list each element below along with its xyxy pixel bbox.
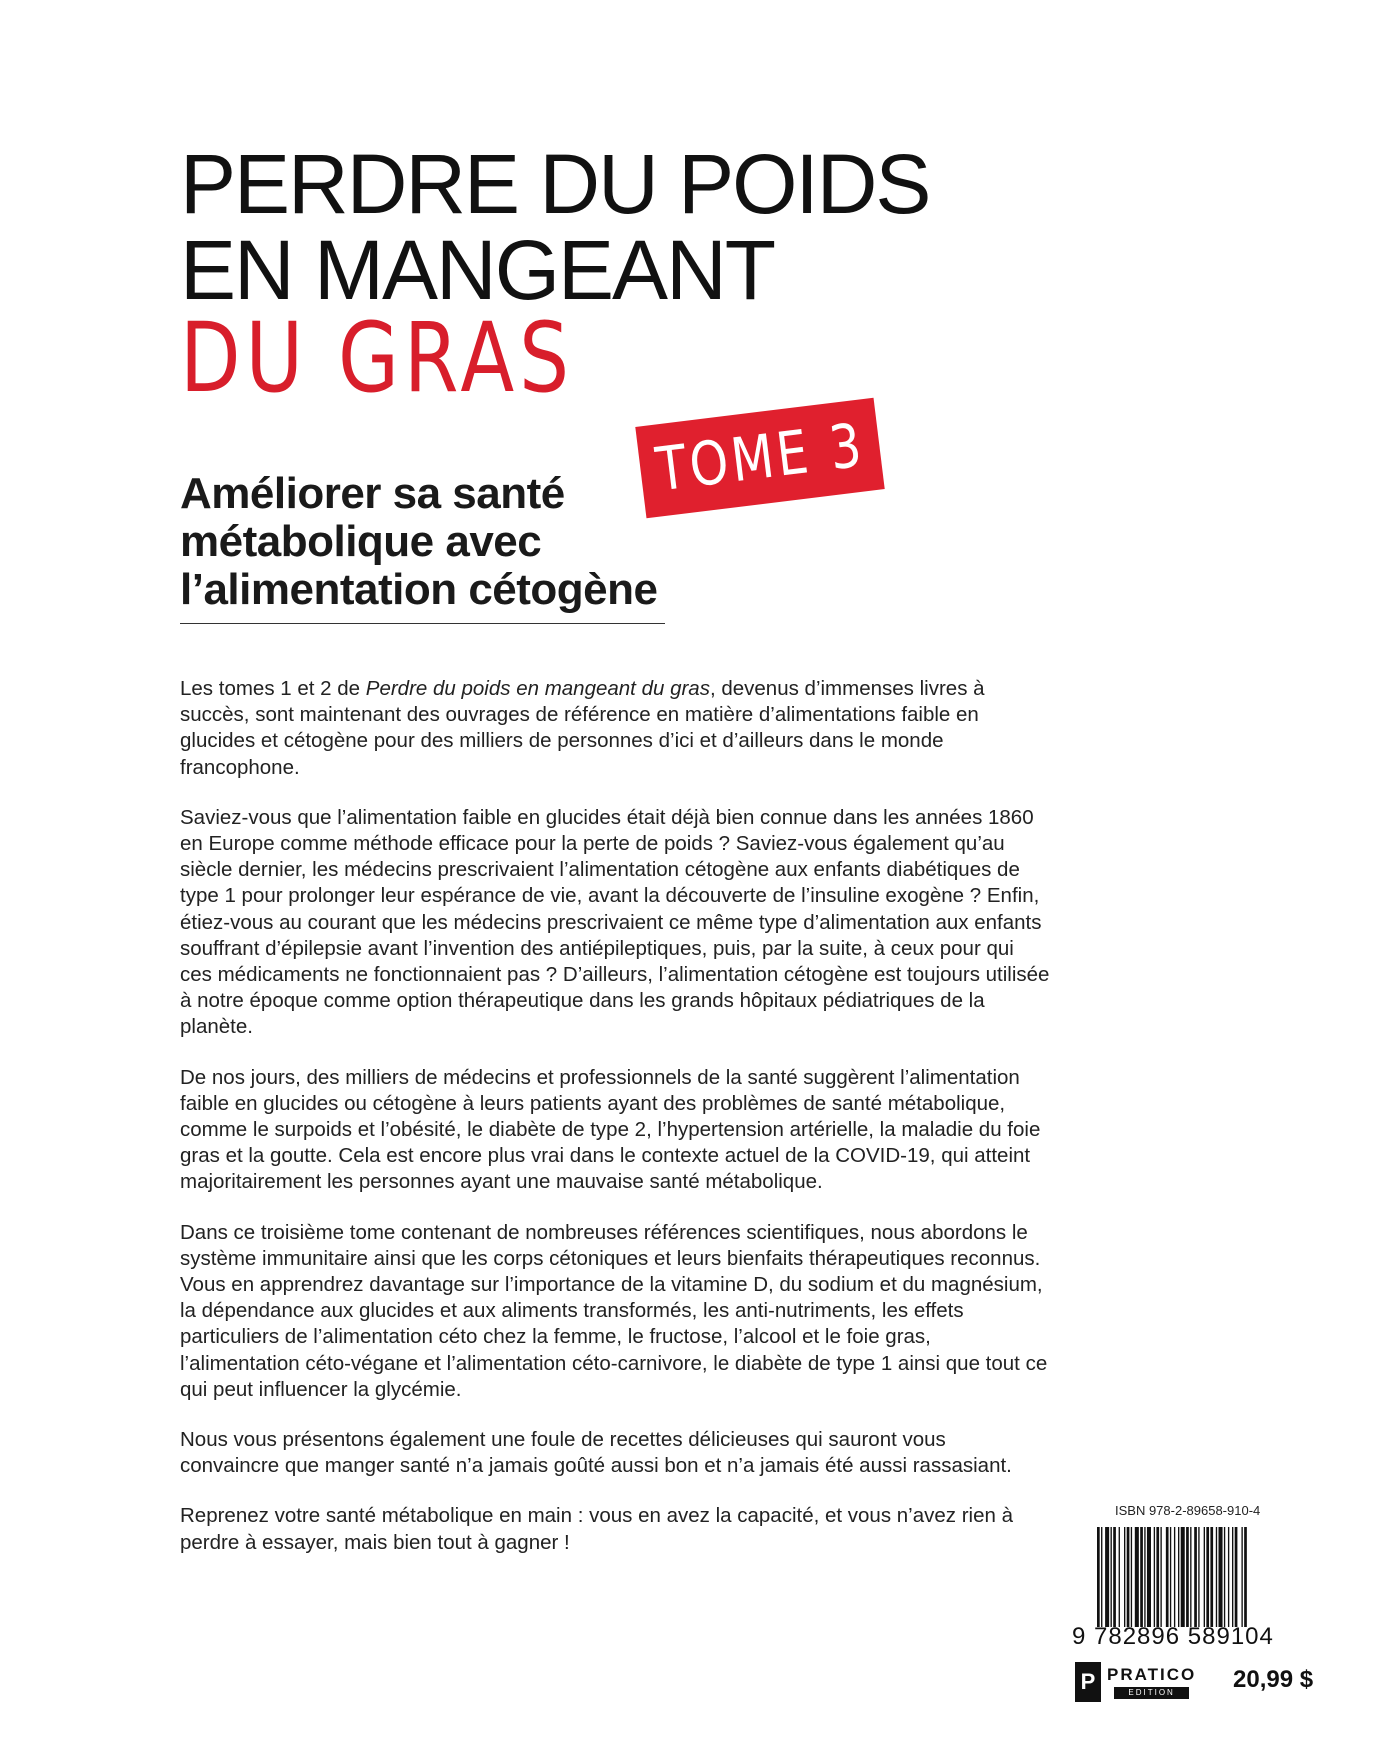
- subtitle-line-3: l’alimentation cétogène: [180, 565, 658, 614]
- book-title-italic: Perdre du poids en mangeant du gras: [365, 677, 710, 700]
- title-line-1: PERDRE DU POIDS: [180, 137, 930, 231]
- publisher-name: PRATICO: [1107, 1664, 1197, 1684]
- tome-badge: [635, 398, 884, 519]
- barcode-digits: 9 782896 589104: [1072, 1623, 1274, 1650]
- paragraph-5: Nous vous présentons également une foule de recettes délicieuses qui sauront vous convaincre que manger santé n’a jamais goûté aussi bon et n’a jamais été aussi rassasiant.: [180, 1428, 1012, 1478]
- paragraph-2: Saviez-vous que l’alimentation faible en glucides était déjà bien connue dans les années 1860 en Europe comme méthode efficace pour la perte de poids ? Saviez-vous également qu’au siècle dernier, les médecins prescrivaient l’alimentation cétogène aux enfants diabétiques de type 1 pour prolonger leur espérance de vie, avant la découverte de l’insuline exogène ? Enfin, étiez-vous au courant que les médecins prescrivaient ce même type d’alimentation aux enfants souffrant d’épilepsie avant l’invention des antiépileptiques, puis, par la suite, à ceux pour qui ces médicaments ne fonctionnaient pas ? D’ailleurs, l’alimentation cétogène est toujours utilisée à notre époque comme option thérapeutique dans les grands hôpitaux pédiatriques de la planète.: [180, 805, 1050, 1039]
- isbn-label: ISBN 978-2-89658-910-4: [1115, 1503, 1261, 1518]
- tome-badge-label: TOME 3: [652, 410, 868, 506]
- subtitle-line-2: métabolique avec: [180, 517, 542, 566]
- price: 20,99 $: [1233, 1666, 1314, 1693]
- subtitle-line-1: Améliorer sa santé: [180, 469, 565, 518]
- paragraph-1-end: , devenus d’immenses livres à succès, sont maintenant des ouvrages de référence en matière d’alimentations faible en glucides et cétogène pour des milliers de personnes d’ici et d’ailleurs dans le monde francophone.: [180, 677, 985, 779]
- publisher-logo-mark: P: [1075, 1662, 1101, 1702]
- paragraph-1-start: Les tomes 1 et 2 de: [180, 677, 366, 700]
- paragraph-4: Dans ce troisième tome contenant de nombreuses références scientifiques, nous abordons le système immunitaire ainsi que les corps cétoniques et leurs bienfaits thérapeutiques reconnus. Vous en apprendrez davantage sur l’importance de la vitamine D, du sodium et du magnésium, la dépendance aux glucides et aux aliments transformés, les anti-nutriments, les effets particuliers de l’alimentation céto chez la femme, le fructose, l’alcool et le foie gras, l’alimentation céto-végane et l’alimentation céto-carnivore, le diabète de type 1 ainsi que tout ce qui peut influencer la glycémie.: [180, 1220, 1048, 1401]
- subtitle: [180, 470, 657, 614]
- barcode-icon: [1097, 1527, 1302, 1627]
- publisher-logo-text: [1107, 1662, 1196, 1702]
- title-line-2: EN MANGEANT: [180, 223, 775, 317]
- paragraph-1: [180, 676, 1050, 781]
- paragraph-3: De nos jours, des milliers de médecins et professionnels de la santé suggèrent l’alimentation faible en glucides ou cétogène à leurs patients ayant des problèmes de santé métabolique, comme le surpoids et l’obésité, le diabète de type 2, l’hypertension artérielle, la maladie du foie gras et la goutte. Cela est encore plus vrai dans le contexte actuel de la COVID-19, qui atteint majoritairement les personnes ayant une mauvaise santé métabolique.: [180, 1065, 1041, 1194]
- publisher-subtitle: EDITION: [1114, 1687, 1188, 1699]
- title-line-3-red: DU GRAS: [180, 302, 575, 414]
- paragraph-6: Reprenez votre santé métabolique en main : vous en avez la capacité, et vous n’avez rien à perdre à essayer, mais bien tout à gagner !: [180, 1504, 1014, 1554]
- subtitle-divider: [180, 623, 665, 624]
- back-cover-text: [180, 676, 1050, 1580]
- publisher-logo: [1075, 1662, 1220, 1702]
